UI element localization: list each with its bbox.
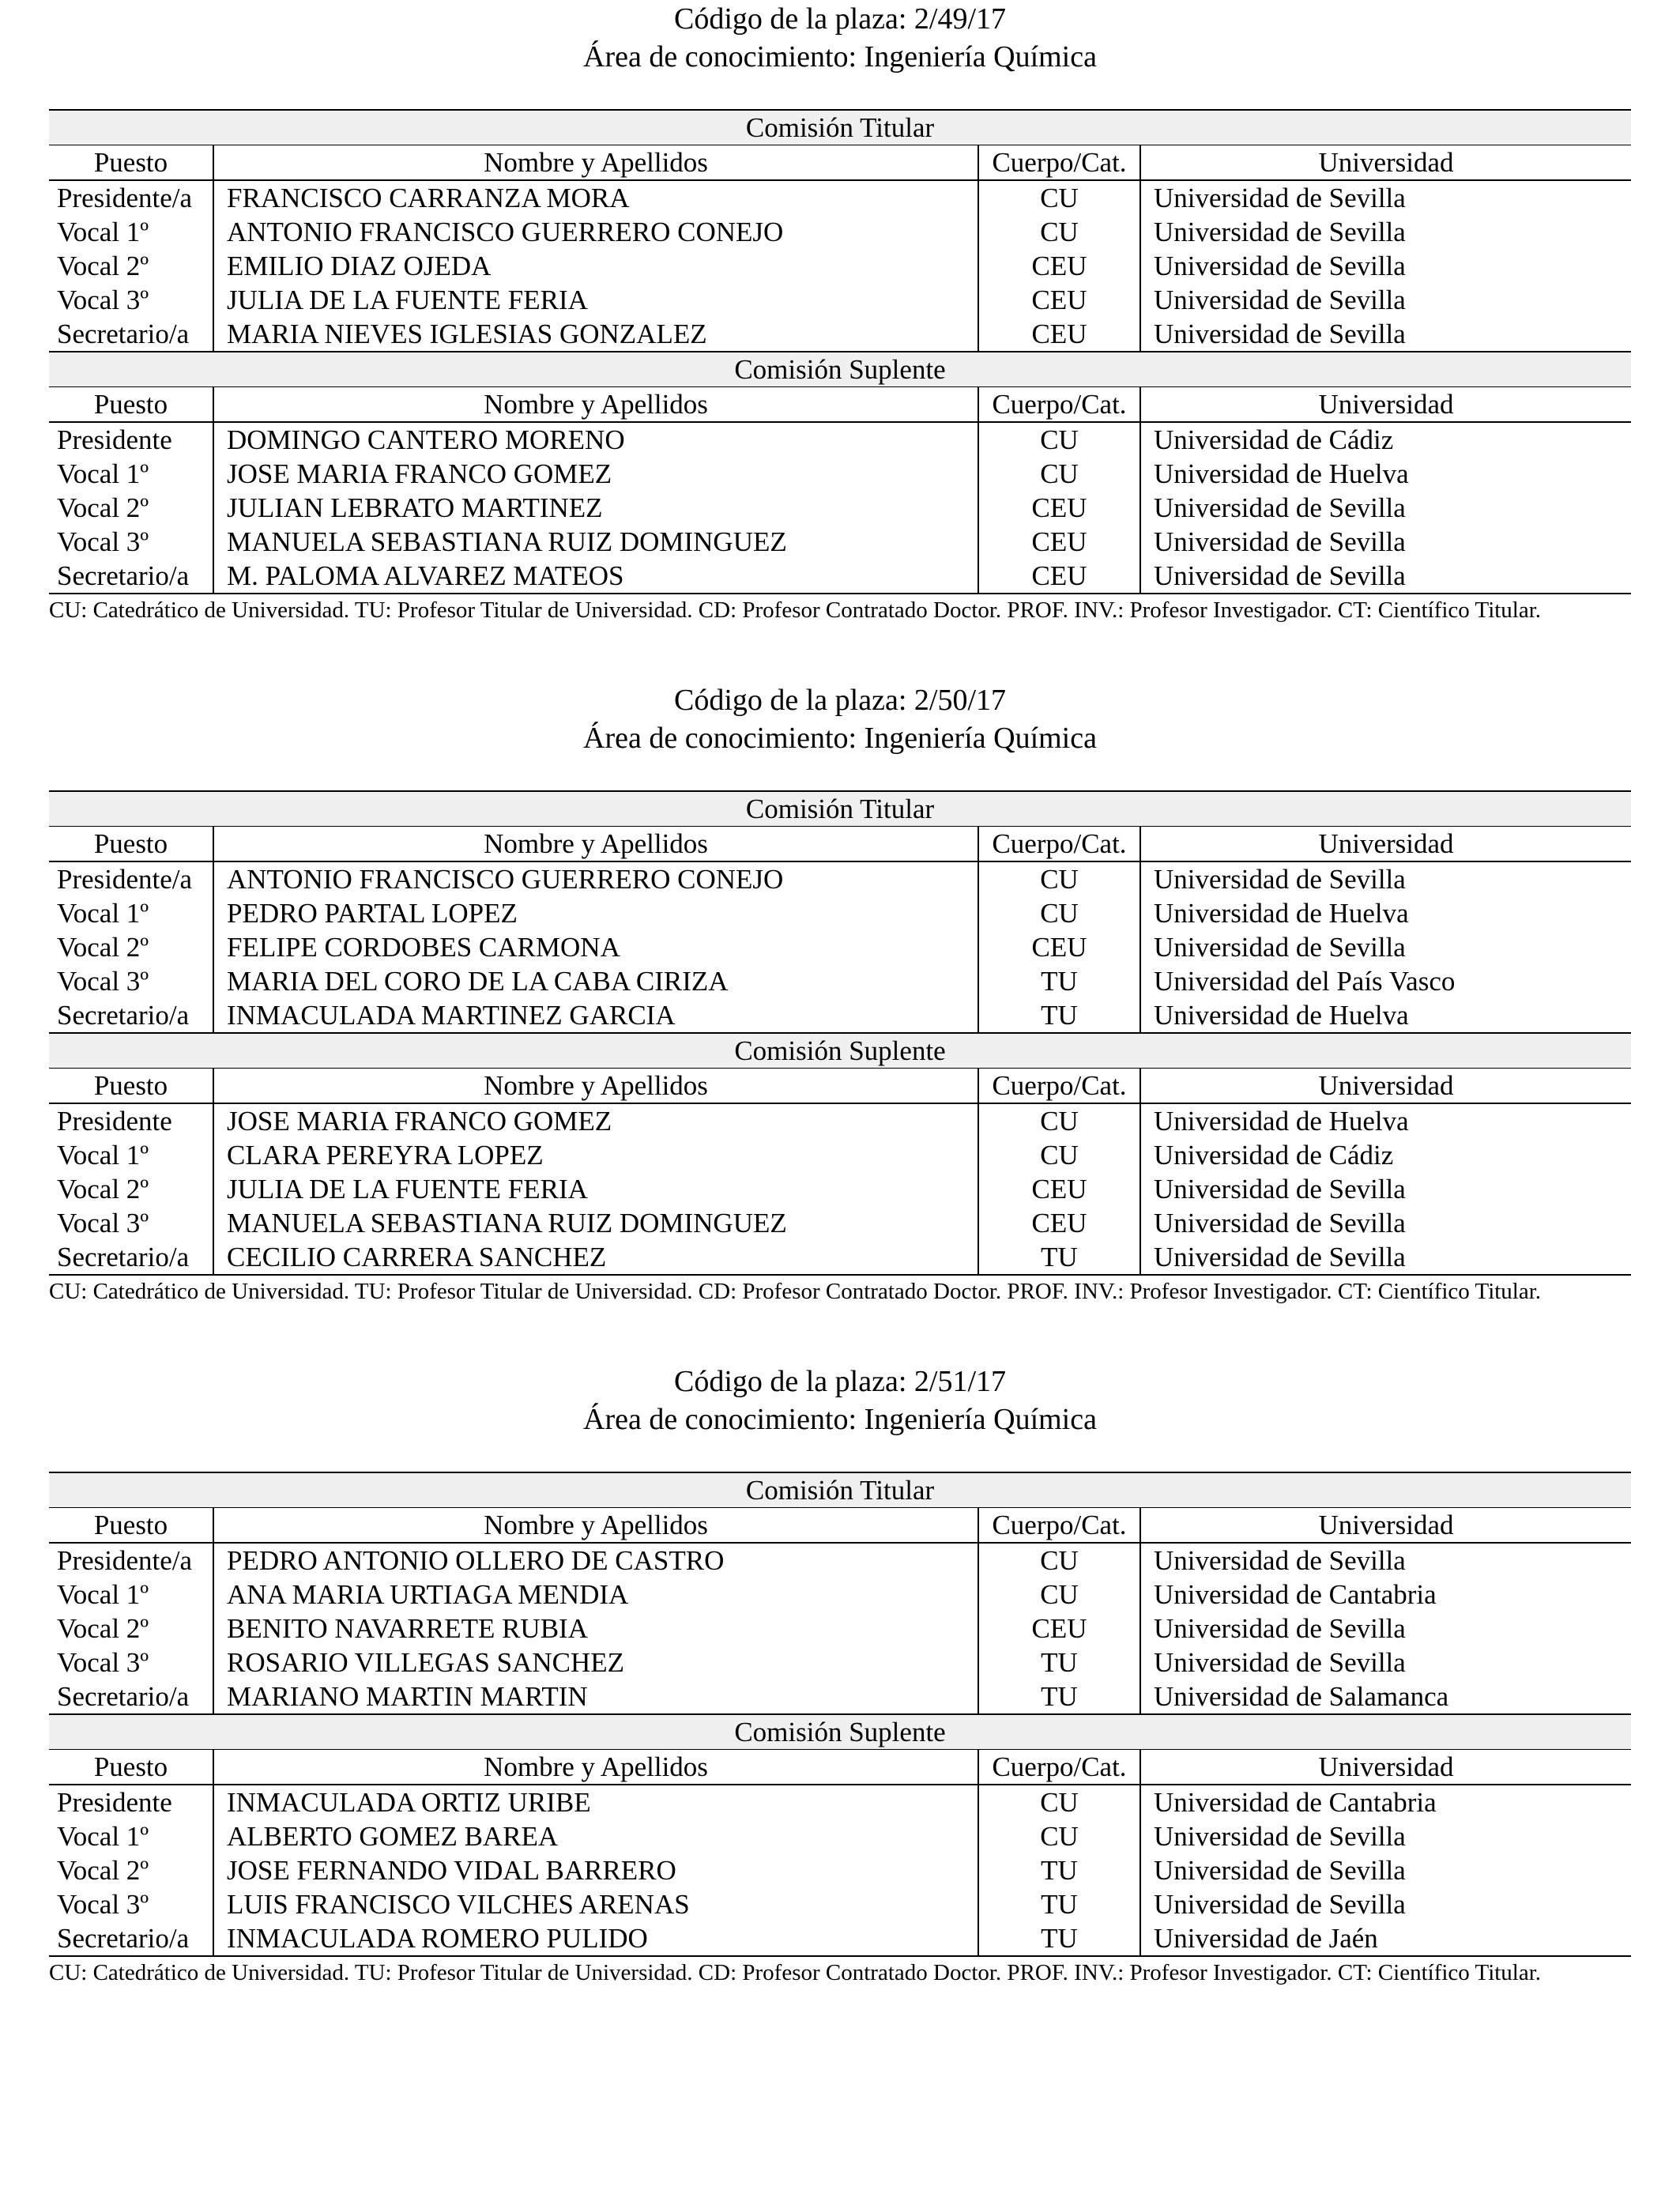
commission-table	[49, 109, 1631, 594]
cell-puesto: Vocal 1º	[49, 1138, 213, 1172]
cell-universidad: Universidad de Cádiz	[1154, 1140, 1394, 1171]
cell-universidad: Universidad de Sevilla	[1154, 251, 1406, 281]
suplente-title: Comisión Suplente	[49, 352, 1631, 387]
table-row	[49, 1612, 1631, 1646]
cell-cuerpo: TU	[978, 1887, 1140, 1921]
cell-cuerpo: CEU	[978, 1172, 1140, 1206]
cell-puesto: Secretario/a	[49, 559, 213, 594]
cell-nombre: PEDRO ANTONIO OLLERO DE CASTRO	[227, 1545, 725, 1576]
cell-universidad: Universidad de Jaén	[1140, 1921, 1631, 1956]
table-row	[49, 283, 1631, 317]
column-header-row	[49, 387, 1631, 423]
cell-universidad: Universidad de Sevilla	[1154, 1545, 1406, 1576]
cell-universidad: Universidad de Huelva	[1154, 1000, 1409, 1031]
cell-universidad: Universidad del País Vasco	[1154, 966, 1456, 997]
table-row	[49, 249, 1631, 283]
plaza-section-1	[49, 0, 1631, 624]
cell-universidad: Universidad de Sevilla	[1154, 1174, 1406, 1204]
col-header-universidad: Universidad	[1140, 827, 1631, 862]
cell-cuerpo: CEU	[978, 559, 1140, 594]
cell-universidad: Universidad de Sevilla	[1154, 217, 1406, 247]
cell-puesto: Vocal 2º	[49, 930, 213, 964]
plaza-code: Código de la plaza: 2/51/17	[673, 1365, 1007, 1398]
table-row	[49, 1543, 1631, 1578]
col-header-cuerpo: Cuerpo/Cat.	[978, 1750, 1140, 1785]
cell-cuerpo: CEU	[978, 249, 1140, 283]
cell-nombre: JULIAN LEBRATO MARTINEZ	[227, 492, 603, 523]
col-header-cuerpo: Cuerpo/Cat.	[978, 387, 1140, 423]
cell-nombre: EMILIO DIAZ OJEDA	[227, 251, 492, 281]
cell-nombre: JOSE MARIA FRANCO GOMEZ	[227, 458, 612, 489]
cell-cuerpo: CU	[978, 1578, 1140, 1612]
titular-title: Comisión Titular	[49, 1472, 1631, 1508]
knowledge-area: Área de conocimiento: Ingeniería Química	[583, 1403, 1097, 1436]
titular-title: Comisión Titular	[49, 110, 1631, 145]
table-row	[49, 998, 1631, 1033]
col-header-universidad: Universidad	[1140, 1508, 1631, 1544]
cell-nombre: MARIA NIEVES IGLESIAS GONZALEZ	[227, 319, 707, 349]
cell-nombre: DOMINGO CANTERO MORENO	[227, 424, 625, 455]
table-row	[49, 1103, 1631, 1138]
table-row	[49, 1578, 1631, 1612]
col-header-cuerpo: Cuerpo/Cat.	[978, 1069, 1140, 1104]
table-row	[49, 1206, 1631, 1240]
cell-universidad: Universidad de Cantabria	[1154, 1787, 1437, 1818]
titular-title-row	[49, 110, 1631, 145]
col-header-universidad: Universidad	[1140, 1750, 1631, 1785]
cell-cuerpo: CU	[978, 1543, 1140, 1578]
table-row	[49, 215, 1631, 249]
cell-cuerpo: CU	[978, 215, 1140, 249]
cell-puesto: Vocal 1º	[49, 896, 213, 930]
cell-cuerpo: TU	[978, 1853, 1140, 1887]
col-header-cuerpo: Cuerpo/Cat.	[978, 1508, 1140, 1544]
table-row	[49, 964, 1631, 998]
cell-puesto: Presidente	[49, 1103, 213, 1138]
table-row	[49, 1853, 1631, 1887]
cell-nombre: JULIA DE LA FUENTE FERIA	[227, 1174, 588, 1204]
plaza-code: Código de la plaza: 2/50/17	[673, 684, 1007, 717]
table-row	[49, 1921, 1631, 1956]
knowledge-area: Área de conocimiento: Ingeniería Química	[583, 40, 1097, 74]
cell-nombre: ROSARIO VILLEGAS SANCHEZ	[227, 1647, 624, 1678]
cell-cuerpo: TU	[978, 1646, 1140, 1679]
table-row	[49, 491, 1631, 525]
suplente-title-row	[49, 1714, 1631, 1750]
col-header-nombre: Nombre y Apellidos	[213, 145, 978, 181]
cell-universidad: Universidad de Salamanca	[1154, 1681, 1449, 1712]
table-row	[49, 1887, 1631, 1921]
cell-puesto: Vocal 3º	[49, 1206, 213, 1240]
cell-puesto: Vocal 1º	[49, 215, 213, 249]
cell-cuerpo: CU	[978, 1819, 1140, 1853]
cell-cuerpo: CEU	[978, 1612, 1140, 1646]
cell-puesto: Vocal 3º	[49, 525, 213, 559]
commission-table	[49, 790, 1631, 1276]
cell-nombre: MARIANO MARTIN MARTIN	[227, 1681, 588, 1712]
cell-cuerpo: TU	[978, 964, 1140, 998]
cell-cuerpo: CU	[978, 457, 1140, 491]
cell-cuerpo: CU	[978, 1103, 1140, 1138]
col-header-puesto: Puesto	[49, 827, 213, 862]
cell-nombre: ANTONIO FRANCISCO GUERRERO CONEJO	[227, 217, 784, 247]
table-row	[49, 525, 1631, 559]
cell-nombre: JOSE MARIA FRANCO GOMEZ	[227, 1106, 612, 1137]
cell-universidad: Universidad de Sevilla	[1154, 1855, 1406, 1886]
col-header-puesto: Puesto	[49, 387, 213, 423]
cell-cuerpo: CEU	[978, 930, 1140, 964]
col-header-nombre: Nombre y Apellidos	[213, 387, 978, 423]
cell-nombre: JOSE FERNANDO VIDAL BARRERO	[227, 1855, 676, 1886]
col-header-nombre: Nombre y Apellidos	[213, 827, 978, 862]
cell-nombre: ALBERTO GOMEZ BAREA	[227, 1821, 559, 1852]
titular-title: Comisión Titular	[49, 791, 1631, 827]
cell-cuerpo: CU	[978, 1138, 1140, 1172]
cell-cuerpo: CU	[978, 180, 1140, 215]
column-header-row	[49, 1508, 1631, 1544]
cell-universidad: Universidad de Sevilla	[1154, 526, 1406, 557]
col-header-nombre: Nombre y Apellidos	[213, 1750, 978, 1785]
col-header-puesto: Puesto	[49, 145, 213, 181]
column-header-row	[49, 827, 1631, 862]
abbreviation-legend: CU: Catedrático de Universidad. TU: Profesor Titular de Universidad. CD: Profesor Contratado Doctor. PROF. INV.: Profesor Investigador. CT: Científico Titular.	[49, 598, 1542, 623]
cell-nombre: INMACULADA ROMERO PULIDO	[213, 1921, 978, 1956]
cell-universidad: Universidad de Sevilla	[1140, 1240, 1631, 1275]
table-row	[49, 1172, 1631, 1206]
table-row	[49, 930, 1631, 964]
cell-puesto: Vocal 3º	[49, 964, 213, 998]
table-row	[49, 1679, 1631, 1714]
cell-puesto: Secretario/a	[49, 1921, 213, 1956]
cell-universidad: Universidad de Sevilla	[1154, 932, 1406, 963]
cell-puesto: Presidente	[49, 422, 213, 457]
cell-puesto: Vocal 1º	[49, 1578, 213, 1612]
cell-universidad: Universidad de Sevilla	[1154, 1613, 1406, 1644]
cell-nombre: FRANCISCO CARRANZA MORA	[227, 183, 630, 213]
col-header-puesto: Puesto	[49, 1508, 213, 1544]
cell-universidad: Universidad de Cantabria	[1154, 1579, 1437, 1610]
cell-cuerpo: TU	[978, 1921, 1140, 1956]
cell-puesto: Vocal 2º	[49, 491, 213, 525]
cell-nombre: INMACULADA ORTIZ URIBE	[227, 1787, 591, 1818]
cell-puesto: Vocal 3º	[49, 283, 213, 317]
cell-nombre: FELIPE CORDOBES CARMONA	[227, 932, 620, 963]
col-header-cuerpo: Cuerpo/Cat.	[978, 145, 1140, 181]
col-header-universidad: Universidad	[1140, 145, 1631, 181]
cell-cuerpo: CEU	[978, 317, 1140, 352]
cell-cuerpo: CEU	[978, 491, 1140, 525]
cell-nombre: ANTONIO FRANCISCO GUERRERO CONEJO	[227, 864, 784, 895]
cell-universidad: Universidad de Sevilla	[1154, 1889, 1406, 1920]
cell-nombre: PEDRO PARTAL LOPEZ	[227, 898, 518, 929]
column-header-row	[49, 1750, 1631, 1785]
cell-universidad: Universidad de Huelva	[1154, 898, 1409, 929]
plaza-section-3	[49, 1363, 1631, 1987]
cell-universidad: Universidad de Huelva	[1154, 458, 1409, 489]
cell-puesto: Vocal 2º	[49, 249, 213, 283]
cell-puesto: Vocal 2º	[49, 1612, 213, 1646]
column-header-row	[49, 1069, 1631, 1104]
cell-puesto: Vocal 2º	[49, 1172, 213, 1206]
cell-nombre: LUIS FRANCISCO VILCHES ARENAS	[227, 1889, 690, 1920]
knowledge-area: Área de conocimiento: Ingeniería Química	[583, 722, 1097, 755]
cell-universidad: Universidad de Sevilla	[1154, 319, 1406, 349]
cell-cuerpo: CU	[978, 422, 1140, 457]
column-header-row	[49, 145, 1631, 181]
cell-nombre: BENITO NAVARRETE RUBIA	[227, 1613, 588, 1644]
cell-nombre: M. PALOMA ALVAREZ MATEOS	[213, 559, 978, 594]
table-row	[49, 180, 1631, 215]
abbreviation-legend: CU: Catedrático de Universidad. TU: Profesor Titular de Universidad. CD: Profesor Contratado Doctor. PROF. INV.: Profesor Investigador. CT: Científico Titular.	[49, 1279, 1542, 1304]
cell-puesto: Vocal 3º	[49, 1646, 213, 1679]
cell-puesto: Secretario/a	[49, 317, 213, 352]
abbreviation-legend: CU: Catedrático de Universidad. TU: Profesor Titular de Universidad. CD: Profesor Contratado Doctor. PROF. INV.: Profesor Investigador. CT: Científico Titular.	[49, 1960, 1542, 1985]
cell-puesto: Presidente	[49, 1785, 213, 1819]
cell-cuerpo: CEU	[978, 1206, 1140, 1240]
col-header-cuerpo: Cuerpo/Cat.	[978, 827, 1140, 862]
cell-nombre: MANUELA SEBASTIANA RUIZ DOMINGUEZ	[227, 526, 787, 557]
cell-puesto: Presidente/a	[49, 861, 213, 896]
cell-nombre: MANUELA SEBASTIANA RUIZ DOMINGUEZ	[227, 1208, 787, 1238]
cell-universidad: Universidad de Sevilla	[1154, 864, 1406, 895]
plaza-section-2	[49, 681, 1631, 1306]
cell-puesto: Vocal 3º	[49, 1887, 213, 1921]
table-row	[49, 422, 1631, 457]
cell-universidad: Universidad de Sevilla	[1154, 492, 1406, 523]
cell-universidad: Universidad de Huelva	[1154, 1106, 1409, 1137]
table-row	[49, 896, 1631, 930]
cell-puesto: Secretario/a	[49, 1240, 213, 1275]
cell-universidad: Universidad de Sevilla	[1154, 285, 1406, 315]
cell-cuerpo: TU	[978, 1240, 1140, 1275]
cell-puesto: Vocal 1º	[49, 1819, 213, 1853]
cell-cuerpo: CEU	[978, 525, 1140, 559]
cell-universidad: Universidad de Cádiz	[1154, 424, 1394, 455]
cell-nombre: ANA MARIA URTIAGA MENDIA	[227, 1579, 629, 1610]
cell-universidad: Universidad de Sevilla	[1154, 1208, 1406, 1238]
cell-nombre: MARIA DEL CORO DE LA CABA CIRIZA	[227, 966, 729, 997]
cell-cuerpo: CU	[978, 861, 1140, 896]
suplente-title: Comisión Suplente	[49, 1714, 1631, 1750]
cell-nombre: JULIA DE LA FUENTE FERIA	[227, 285, 588, 315]
col-header-universidad: Universidad	[1140, 1069, 1631, 1104]
cell-nombre: INMACULADA MARTINEZ GARCIA	[227, 1000, 676, 1031]
table-row	[49, 1785, 1631, 1819]
col-header-puesto: Puesto	[49, 1750, 213, 1785]
cell-puesto: Secretario/a	[49, 1679, 213, 1714]
col-header-nombre: Nombre y Apellidos	[213, 1508, 978, 1544]
cell-universidad: Universidad de Sevilla	[1154, 1647, 1406, 1678]
suplente-title-row	[49, 352, 1631, 387]
cell-puesto: Vocal 1º	[49, 457, 213, 491]
plaza-code: Código de la plaza: 2/49/17	[673, 2, 1007, 36]
cell-cuerpo: CU	[978, 1785, 1140, 1819]
cell-nombre: CLARA PEREYRA LOPEZ	[227, 1140, 544, 1171]
cell-puesto: Presidente/a	[49, 180, 213, 215]
table-row	[49, 1240, 1631, 1275]
titular-title-row	[49, 791, 1631, 827]
table-row	[49, 861, 1631, 896]
cell-universidad: Universidad de Sevilla	[1154, 183, 1406, 213]
cell-cuerpo: CU	[978, 896, 1140, 930]
table-row	[49, 1819, 1631, 1853]
suplente-title: Comisión Suplente	[49, 1033, 1631, 1069]
cell-puesto: Secretario/a	[49, 998, 213, 1033]
cell-puesto: Presidente/a	[49, 1543, 213, 1578]
cell-universidad: Universidad de Sevilla	[1140, 559, 1631, 594]
cell-cuerpo: CEU	[978, 283, 1140, 317]
cell-universidad: Universidad de Sevilla	[1154, 1821, 1406, 1852]
table-row	[49, 559, 1631, 594]
cell-cuerpo: TU	[978, 1679, 1140, 1714]
table-row	[49, 1646, 1631, 1679]
titular-title-row	[49, 1472, 1631, 1508]
cell-puesto: Vocal 2º	[49, 1853, 213, 1887]
suplente-title-row	[49, 1033, 1631, 1069]
table-row	[49, 457, 1631, 491]
cell-cuerpo: TU	[978, 998, 1140, 1033]
col-header-nombre: Nombre y Apellidos	[213, 1069, 978, 1104]
table-row	[49, 1138, 1631, 1172]
cell-nombre: CECILIO CARRERA SANCHEZ	[213, 1240, 978, 1275]
commission-table	[49, 1472, 1631, 1957]
table-row	[49, 317, 1631, 352]
col-header-puesto: Puesto	[49, 1069, 213, 1104]
col-header-universidad: Universidad	[1140, 387, 1631, 423]
